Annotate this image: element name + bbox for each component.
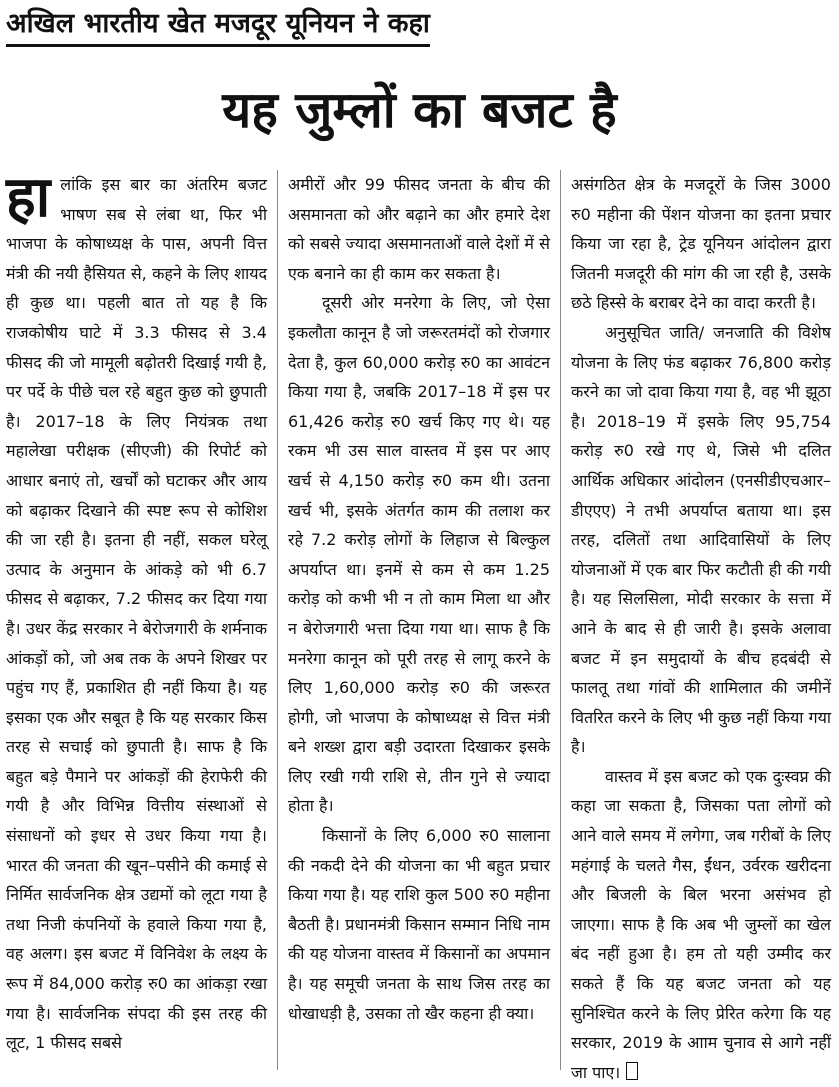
paragraph-text: लांकि इस बार का अंतरिम बजट भाषण सब से लंबा था, फिर भी भाजपा के कोषाध्यक्ष के पास, अपनी वित्त मंत्री की नयी हैसियत से, कहने के लिए शायद ही कुछ था। पहली बात तो यह है कि राजकोषीय घाटे में 3.3 फीसद से 3.4 फीसद की जो मामूली बढ़ोतरी दिखाई गयी है, पर पर्दे के पीछे चल रहे बहुत कुछ को छुपाती है। 2017–18 के लिए नियंत्रक तथा महालेखा परीक्षक (सीएजी) की रिपोर्ट को आधार बनाएं तो, खर्चों को घटाकर और आय को बढ़ाकर दिखाने की स्पष्ट रूप से कोशिश की जा रही है। इतना ही नहीं, सकल घरेलू उत्पाद के अनुमान के आंकड़े को भी 6.7 फीसद से बढ़ाकर, 7.2 फीसद कर दिया गया है। उधर केंद्र सरकार ने बेरोजगारी के शर्मनाक आंकड़ों को, जो अब तक के अपने शिखर पर पहुंच गए हैं, प्रकाशित ही नहीं किया है। यह इसका एक और सबूत है कि यह सरकार किस तरह से सचाई को छुपाती है। साफ है कि बहुत बड़े पैमाने पर आंकड़ों की हेराफेरी की गयी है और विभिन्न वित्तीय संस्थाओं से संसाधनों को इधर से उधर किया गया है। भारत की जनता की खून–पसीने की कमाई से निर्मित सार्वजनिक क्षेत्र उद्यमों को लूटा गया है तथा निजी कंपनियों के हवाले किया गया है, वह अलग। इस बजट में विनिवेश के लक्ष्य के रूप में 84,000 करोड़ रु0 का आंकड़ा रखा गया है। सार्वजनिक संपदा की इस तरह की लूट, 1 फीसद सबसे	[6, 175, 267, 1053]
end-of-article-icon	[626, 1062, 638, 1080]
article-paragraph: दूसरी ओर मनरेगा के लिए, जो ऐसा इकलौता कानून है जो जरूरतमंदों को रोजगार देता है, कुल 60,000 करोड़ रु0 का आवंटन किया गया है, जबकि 2017–18 में इस पर 61,426 करोड़ रु0 खर्च किए गए थे। यह रकम भी उस साल वास्तव में इस पर आए खर्च से 4,150 करोड़ रु0 कम थी। उतना खर्च भी, इसके अंतर्गत काम की तलाश कर रहे 7.2 करोड़ लोगों के लिहाज से बिल्कुल अपर्याप्त था। इनमें से कम से कम 1.25 करोड़ को कभी भी न तो काम मिला था और न बेरोजगारी भत्ता दिया गया था। साफ है कि मनरेगा कानून को पूरी तरह से लागू करने के लिए 1,60,000 करोड़ रु0 की जरूरत होगी, जो भाजपा के कोषाध्यक्ष से वित्त मंत्री बने शख्श द्वारा बड़ी उदारता दिखाकर इसके लिए रखी गयी राशि से, तीन गुने से ज्यादा होता है।	[288, 293, 550, 816]
paragraph-text: वास्तव में इस बजट को एक दुःस्वप्न की कहा जा सकता है, जिसका पता लोगों को आने वाले समय में लगेगा, जब गरीबों के लिए महंगाई के चलते गैस, ईंधन, उर्वरक खरीदना और बिजली के बिल भरना असंभव हो जाएगा। साफ है कि अब भी जुम्लों का खेल बंद नहीं हुआ है। हम तो यही उम्मीद कर सकते हैं कि यह बजट जनता को यह सुनिश्चित करने के लिए प्रेरित करेगा कि यह सरकार, 2019 के आाम चुनाव से आगे नहीं जा पाए।	[571, 766, 831, 1082]
column-divider	[277, 170, 278, 1070]
article-paragraph: अमीरों और 99 फीसद जनता के बीच की असमानता को और बढ़ाने का और हमारे देश को सबसे ज्यादा असमानताओं वाले देशों में से एक बनाने का ही काम कर सकता है।	[288, 175, 550, 283]
article-paragraph	[6, 165, 267, 1058]
article-paragraph: असंगठित क्षेत्र के मजदूरों के जिस 3000 रु0 महीना की पेंशन योजना का इतना प्रचार किया जा रहा है, ट्रेड यूनियन आंदोलन द्वारा जितनी मजदूरी की मांग की जा रही है, उसके छठे हिस्से के बराबर देने का वादा करती है।	[571, 175, 831, 313]
article-column-2	[288, 170, 550, 1070]
article-column-3	[571, 170, 831, 1082]
article-paragraph: किसानों के लिए 6,000 रु0 सालाना की नकदी देने की योजना का भी बहुत प्रचार किया गया है। यह राशि कुल 500 रु0 महीना बैठती है। प्रधानमंत्री किसान सम्मान निधि नाम की यह योजना वास्तव में किसानों का अपमान है। यह समूची जनता के साथ जिस तरह का धोखाधड़ी है, उसका तो खैर कहना ही क्या।	[288, 826, 550, 1023]
article-paragraph	[571, 762, 831, 1087]
kicker-heading: अखिल भारतीय खेत मजदूर यूनियन ने कहा	[6, 4, 430, 47]
page-title: यह जुम्लों का बजट है	[222, 81, 617, 139]
column-divider	[560, 170, 561, 1070]
dropcap: हा	[6, 165, 51, 230]
article-column-1	[6, 165, 267, 1070]
article-paragraph: अनुसूचित जाति/ जनजाति की विशेष योजना के लिए फंड बढ़ाकर 76,800 करोड़ करने का जो दावा किया गया है, वह भी झूठा है। 2018–19 में इसके लिए 95,754 करोड़ रु0 रखे गए थे, जिसे भी दलित आर्थिक अधिकार आंदोलन (एनसीडीएचआर–डीएएए) ने तभी अपर्याप्त बताया था। इस तरह, दलितों तथा आदिवासियों के लिए योजनाओं में एक बार फिर कटौती ही की गयी है। यह सिलसिला, मोदी सरकार के सत्ता में आने के बाद से ही जारी है। इसके अलावा बजट में इन समुदायों के बीच हदबंदी से फालतू तथा गांवों की शामिलात की जमीनें वितरित करने के लिए भी कुछ नहीं किया गया है।	[571, 322, 831, 757]
